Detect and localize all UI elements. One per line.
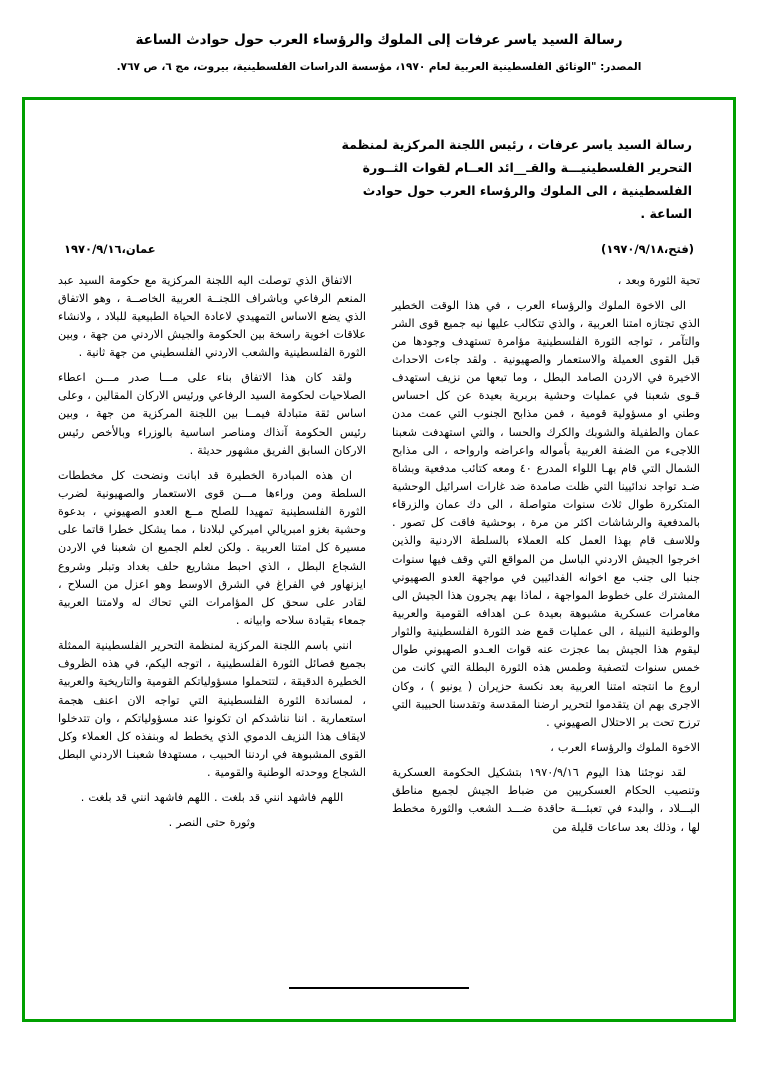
paragraph: ان هذه المبادرة الخطيرة قد ابانت ونضحت كل مخططات السلطة ومن وراءها مـــن قوى الاستعمار والصهيونية لضرب الثورة الفلسطينية تمهيدا للصلح مــع العدو الصهيوني ، بدعوة وحشية بغزو امبريالي اميركي لبلادنا ، مما يشكل خطرا قاتما على مسيرة كل امتنا العربية . ولكن لعلم الجميع ان شعبنا في الاردن الشجاع البطل ، الذي احبط مشاريع حلف بغداد وتبلر وشروع ايزنهاور في الفراغ في الشرق الاوسط وهو اعزل من السلاح ، لقادر على سحق كل المؤامرات التي تحاك له ولامتنا العربية جمعاء بقيادة سلاحه وابيانه . [58, 468, 366, 628]
paragraph: اللهم فاشهد انني قد بلغت . اللهم فاشهد انني قد بلغت . [80, 791, 344, 805]
letter-heading-line-4: الساعة . [640, 206, 692, 222]
column-right [392, 272, 700, 844]
letter-heading-line-1: رسالة السيد ياسر عرفات ، رئيس اللجنة المركزية لمنظمة [341, 137, 692, 152]
paragraph: الاخوة الملوك والرؤساء العرب ، [550, 741, 700, 755]
letter-meta [64, 242, 694, 256]
paragraph: الاتفاق الذي توصلت اليه اللجنة المركزية مع حكومة السيد عبد المنعم الرفاعي وباشراف اللجنــة العربية الخاصــة ، وهو الاتفاق الذي يضع الاساس التمهيدي لاعادة الحياة الطبيعية للبلاد ، ولانشاء علاقات اخوية راسخة بين الحكومة والجيش الاردني من جهة ، وبين الثورة الفلسطينية والشعب الاردني الفلسطيني من جهة ثانية . [58, 273, 366, 360]
letter-heading [178, 133, 692, 226]
bottom-divider-wrap [30, 961, 728, 989]
paragraph: انني باسم اللجنة المركزية لمنظمة التحرير الفلسطينية الممثلة بجميع فصائل الثورة الفلسطينية ، اتوجه اليكم، في هذه الظروف الخطيرة الدقيقة ، لتتحملوا مسؤولياتكم القومية والتاريخية والعربية ، لمساندة الثورة الفلسطينية التي تواجه الان اعنف هجمة استعمارية . اننا نناشدكم ان تكونوا عند مسؤولياتكم ، وان تتدخلوا لايقاف هذا النزيف الدموي الذي يخطط له وبنفذه كل العملاء وكل القوى المشبوهة في اردننا الحبيب ، مستهدفا شعبنـا الاردني البطل الشجاع ووحدته الوطنية والقومية . [58, 639, 366, 780]
letter-place-date: عمان،١٩٧٠/٩/١٦ [64, 241, 156, 256]
page-title: رسالة السيد ياسر عرفات إلى الملوك والرؤساء العرب حول حوادث الساعة [135, 32, 623, 48]
two-column-layout [58, 272, 700, 844]
paragraph: ولقد كان هذا الاتفاق بناء على مـــا صدر مـــن اعطاء الصلاحيات لحكومة السيد الرفاعي ورئيس الاركان المقالين ، وعلى اساس ثقة متبادلة فيمــا بين اللجنة المركزية من جهة ، وبين رئيس الحكومة آنذاك ومناصر اساسية بالوزراء وبالأخص رئيس الاركان السابق الفريق مشهور حديثة . [58, 371, 366, 457]
column-left [58, 272, 366, 840]
document-body [30, 105, 728, 1015]
letter-heading-line-3: الفلسطينية ، الى الملوك والرؤساء العرب حول حوادث [362, 183, 692, 199]
horizontal-divider [289, 987, 469, 989]
paragraph: لقد نوجئنا هذا اليوم ١٩٧٠/٩/١٦ بتشكيل الحكومة العسكرية وتنصيب الحكام العسكريين من ضباط الجيش لجميع مناطق البـــلاد ، والبدء في تعبئـــة حاقدة ضـــد الشعب والثورة مخطط لها ، وذلك بعد ساعات قليلة من [392, 766, 700, 834]
paragraph: تحية الثورة وبعد ، [617, 273, 700, 287]
letter-heading-line-2: التحرير الفلسطينيـــة والقـ__ائد العــام لقوات الثــورة [362, 160, 692, 176]
letter-reference: (فتح،١٩٧٠/٩/١٨) [601, 241, 694, 256]
paragraph: الى الاخوة الملوك والرؤساء العرب ، في هذا الوقت الخطير الذي تجتازه امتنا العربية ، والذي تتكالب عليها نيه جميع قوى الشر والتآمر ، تواجه الثورة الفلسطينية مؤامرة تستهدف وجودها من قبل القوى العميلة والاستعمار والصهيونية . ولقد جاءت الاحداث الاخيرة في الاردن الصامد البطل ، وما تبعها من نزيف استهدف قـوى شعبنا في عمليات وحشية بربرية بعيدة عن كل احساس وطني او مسؤولية قومية ، فمن مذابح الجنوب التي عمت مدن عمان والطفيلة والشوبك والكرك والحسا ، والتي استهدفت شعبنا اللاجىء من الضفة الغربية بأمواله واعراضه وارواحه ، الى مذابح الشمال التي قام بهـا اللواء المدرع ٤٠ ومعه كتائب مدفعية وبشاة ضـد تواجد ندائيينا التي ظلت صامدة ضد غارات اسرائيل الوحشية المتكررة طوال ثلاث سنوات متواصلة ، الى دك عمان والزرقاء بالمدفعية والرشاشات اكثر من مرة ، بوحشية فاقت كل تصور . وللاسف قام بهذا العمل كله العملاء بالسلطة الاردنية والذين اخرجوا الجيش الاردني الباسل من المواقع التي وقف فيها سنوات جنبا الى جنب مع اخوانه الفدائيين في مواجهة العدو الصهيوني المشترك على خطوط المواجهة ، لماذا بهم يجرون هذا الجيش الى مغامرات عسكرية مشبوهة بعيدة عـن اهدافه القومية والعربية والوطنية النبيلة ، الى عمليات قمع ضد الثورة الفلسطينية والثوار ليقوم هذا الجيش بما عجزت عنه قوات العـدو الصهيوني طوال خمس سنوات لتصفية وطمس هذه الثورة البطلة التي كانت من اروع ما انتجته امتنا العربية بعد نكسة حزيران ( يونيو ) ، وكان الاجرى بهم ان يتقدموا لتحرير ارضنا المقدسة وتقدسنا الحبيبة التي ترزح تحت بر الاحتلال الصهيوني . [392, 298, 700, 729]
document-source: المصدر: "الوثائق الفلسطينية العربية لعام ١٩٧٠، مؤسسة الدراسات الفلسطينية، بيروت، مج ٦، ص ٧٦٧. [116, 61, 642, 74]
paragraph: وثورة حتى النصر . [168, 816, 256, 830]
